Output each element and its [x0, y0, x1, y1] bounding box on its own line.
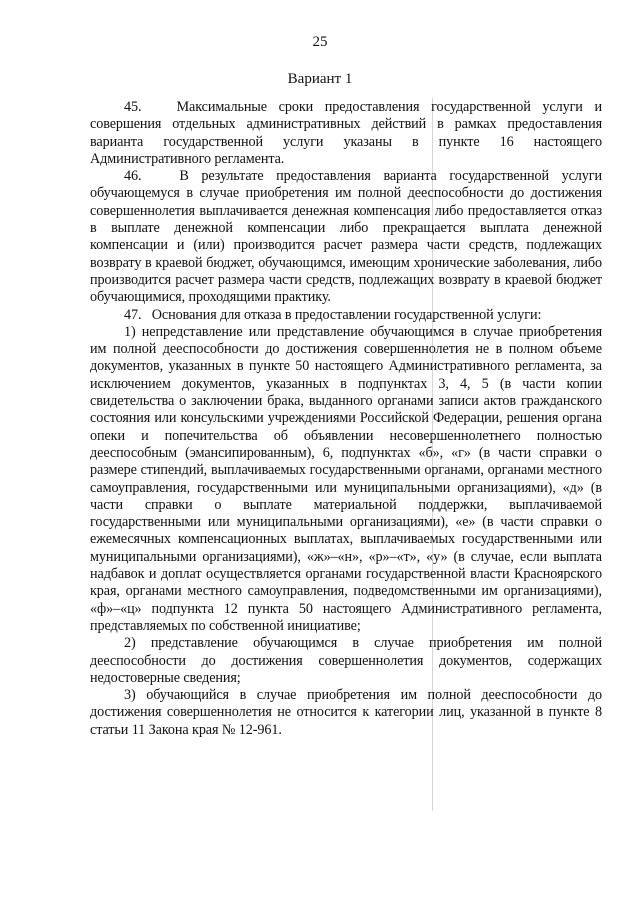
section-title: Вариант 1 [287, 71, 353, 87]
paragraph-45: 45. Максимальные сроки предоставления государственной услуги и совершения отдельных административных действий в рамках предоставления варианта государственной услуги указаны в пункте 16 настоящего Административного регламента. [90, 99, 602, 167]
body-text [90, 99, 602, 739]
page-number: 25 [312, 34, 328, 50]
list-item-3: 3) обучающийся в случае приобретения им полной дееспособности до достижения совершеннолетия не относится к категории лиц, указанной в пункте 8 статьи 11 Закона края № 12-961. [90, 687, 602, 738]
paragraph-47: 47. Основания для отказа в предоставлении государственной услуги: [124, 306, 542, 323]
list-item-1: 1) непредставление или представление обучающимся в случае приобретения им полной дееспособности до достижения совершеннолетия не в полном объеме документов, указанных в пункте 50 настоящего Административного регламента, за исключением документов, указанных в подпунктах 3, 4, 5 (в части копии свидетельства о заключении брака, выданного органами записи актов гражданского состояния или консульскими учреждениями Российской Федерации, решения органа опеки и попечительства об объявлении несовершеннолетнего полностью дееспособным (эмансипированным), 6, подпунктах «б», «г» (в части справки о размере стипендий, выплачиваемых государственными органами, органами местного самоуправления, государственными или муниципальными организациями), «д» (в части справки о выплате материальной поддержки, выплачиваемой государственными или муниципальными организациями), «е» (в части справки о ежемесячных компенсационных выплатах, выплачиваемых государственными или муниципальными организациями), «ж»–«н», «р»–«т», «у» (в случае, если выплата надбавок и доплат осуществляется органами государственной власти Красноярского края, органами местного самоуправления, подведомственными им организациями), «ф»–«ц» подпункта 12 пункта 50 настоящего Административного регламента, представляемых по собственной инициативе; [90, 323, 602, 634]
paragraph-46: 46. В результате предоставления варианта государственной услуги обучающемуся в случае приобретения им полной дееспособности до достижения совершеннолетия выплачивается денежная компенсация либо предоставляется отказ в выплате денежной компенсации либо прекращается выплата денежной компенсации и (или) производится расчет размера части средств, подлежащих возврату в краевой бюджет, обучающимся, имеющим хронические заболевания, либо производится расчет размера части средств, подлежащих возврату в краевой бюджет обучающимися, проходящими практику. [90, 168, 602, 306]
list-item-2: 2) представление обучающимся в случае приобретения им полной дееспособности до достижения совершеннолетия документов, содержащих недостоверные сведения; [90, 635, 602, 686]
